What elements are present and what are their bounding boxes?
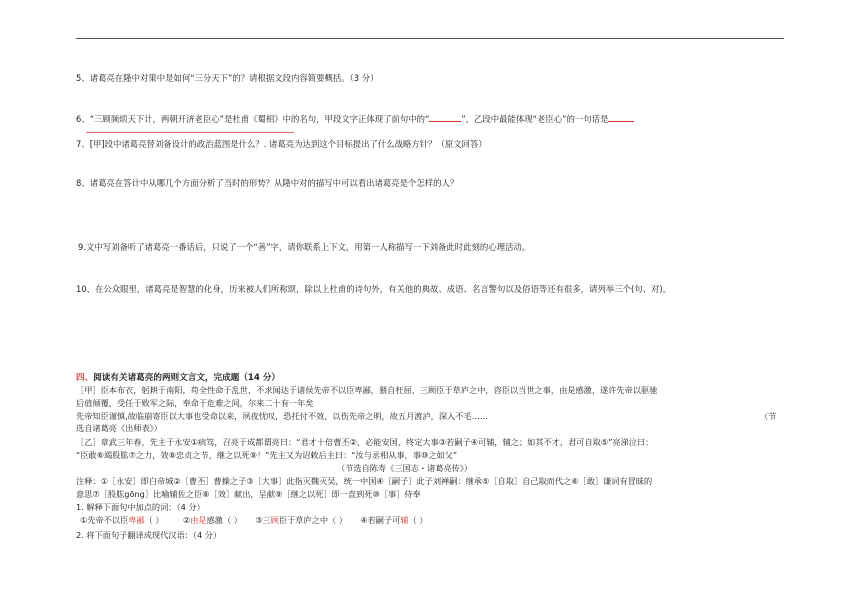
question-6 (76, 113, 634, 125)
red-underline (86, 132, 294, 133)
section-4-number: 四、 (76, 373, 94, 383)
passage-jia-line-3: 先帝知臣谨慎,故临崩寄臣以大事也受命以来，夙夜忧叹，恐托付不效，以伤先帝之明，故五月渡泸，深入不毛…… (76, 411, 488, 421)
subquestion-2: 2. 将下面句子翻译成现代汉语：（4 分） (76, 530, 222, 540)
dotted-word: 由是 (190, 515, 207, 525)
dotted-word: 辅 (400, 515, 409, 525)
question-6-part-a: 6、“三顾频烦天下计，两朝开济老臣心”是杜甫《蜀相》中的名句，甲段文字正体现了前句中的“ (76, 114, 430, 124)
answer-blank[interactable] (429, 121, 461, 122)
question-10: 10、在公众眼里，诸葛亮是智慧的化身，历来被人们所称颂，除以上杜甫的诗句外，有关他的典故、成语、名言警句以及俗语等还有很多，请列举三个(句、对)。 (76, 284, 672, 294)
section-4-heading: 阅读有关诸葛亮的两则文言文，完成题（14 分） (93, 373, 281, 383)
header-rule (76, 38, 784, 39)
passage-jia-source-1: （节 (760, 411, 777, 421)
question-9: 9.文中写刘备听了诸葛亮一番话后，只说了一个“善”字，请你联系上下文，用第一人称描写一下刘备此时此刻的心理活动。 (78, 242, 531, 252)
section-4-title (76, 371, 280, 383)
annotations-line-1: 注释：①［永安］即白帝城②［曹丕］曹操之子③［大事］此指灭魏灭吴，统一中国④［嗣子］此子刘禅嗣：继承⑤［自取］自己取而代之⑥［敢］谦词有冒昧的 (76, 476, 653, 486)
answer-blank[interactable] (608, 121, 634, 122)
passage-yi-line-2: “臣敢⑥竭股肱⑦之力，效⑧忠贞之节，继之以死⑨！”先主又为诏敕后主曰：“汝与丞相从事，事⑩之如父” (76, 450, 458, 460)
item-1: ①先帝不以臣卑鄙（ ） (80, 515, 164, 525)
item-4: ④若嗣子可辅（ ） (360, 515, 428, 525)
passage-jia-line-2: 后值倾覆，受任于败军之际，奉命于危难之间，尔来二十有一年矣 (76, 398, 314, 408)
subquestion-1-items (80, 514, 428, 526)
annotations-line-2: 意思⑦［股肱gōng］比喻辅佐之臣⑧［效］献出，呈献⑨［继之以死］即一直到死⑩［事］侍奉 (76, 489, 421, 499)
subquestion-1: 1. 解释下面句中加点的词：（4 分） (76, 502, 205, 512)
question-8: 8、诸葛亮在答计中从哪几个方面分析了当时的形势？从隆中对的描写中可以看出诸葛亮是个怎样的人？ (76, 178, 459, 188)
passage-yi-line-1: ［乙］章武三年春，先主于永安①病笃，召亮于成都谓亮曰：“君才十倍曹丕②，必能安国，终定大事③若嗣子④可辅，辅之；如其不才，君可自取⑤”亮涕泣曰： (76, 437, 654, 447)
passage-jia-source-2: 选自诸葛亮《出师表》） (76, 423, 162, 433)
item-2: ②由是感激（ ） (182, 515, 242, 525)
question-6-part-b: ”，乙段中最能体现“老臣心”的一句话是 (461, 114, 609, 124)
dotted-word: 卑鄙 (128, 515, 145, 525)
passage-jia-line-1: ［甲］臣本布衣，躬耕于南阳，苟全性命于乱世，不求闻达于诸侯先帝不以臣卑鄙，猥自枉屈，三顾臣于草庐之中，咨臣以当世之事，由是感激，遂许先帝以驱驰 (76, 385, 658, 395)
item-3: ③三顾臣于草庐之中（ ） (255, 515, 348, 525)
question-5: 5、诸葛亮在隆中对策中是如何“三分天下”的？请根据文段内容简要概括。（3 分） (76, 73, 379, 83)
question-7: 7、[甲]段中诸葛亮替刘备设计的政治蓝图是什么？. 诸葛亮为达到这个目标提出了什么战略方针？（原文回答） (76, 139, 487, 149)
dotted-word: 顾 (270, 515, 279, 525)
passage-yi-source: （节选自陈寿《三国志・诸葛亮传》） (337, 463, 473, 473)
